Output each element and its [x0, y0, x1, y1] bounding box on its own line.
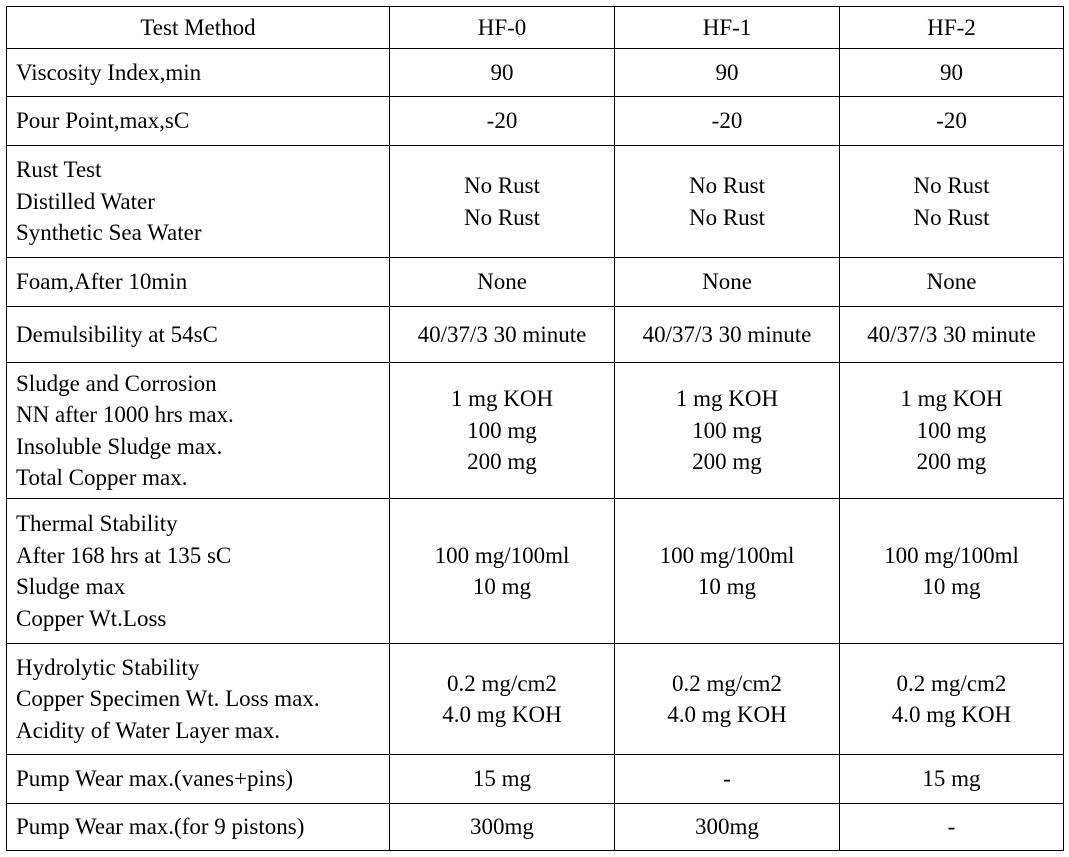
- row-label: [7, 307, 390, 363]
- cell-hf-0-line: 15 mg: [472, 766, 532, 792]
- cell-hf-0-line: 10 mg: [472, 574, 532, 599]
- cell-hf-2-line: 1 mg KOH: [900, 386, 1003, 412]
- row-label-line: Sludge max: [16, 574, 126, 599]
- cell-hf-1-line: 300mg: [695, 814, 759, 840]
- row-label-line: Total Copper max.: [16, 465, 188, 490]
- table-row: [7, 97, 1064, 146]
- cell-hf-1-line: No Rust: [688, 173, 766, 198]
- header-hf-2: HF-2: [840, 7, 1064, 49]
- cell-hf-2-line: 200 mg: [916, 449, 987, 475]
- cell-hf-1-line: -: [723, 766, 731, 792]
- table-row: [7, 644, 1064, 755]
- table-row: [7, 307, 1064, 363]
- row-label: [7, 49, 390, 97]
- cell-hf-2-line: 0.2 mg/cm2: [896, 670, 1007, 696]
- cell-hf-0: [390, 804, 615, 851]
- table-body: [7, 49, 1064, 851]
- cell-hf-0: [390, 258, 615, 307]
- row-label-line: Foam,After 10min: [16, 269, 188, 295]
- cell-hf-2: [840, 258, 1064, 307]
- cell-hf-0-line: 40/37/3 30 minute: [417, 321, 587, 347]
- row-label-line: Pump Wear max.(for 9 pistons): [16, 814, 305, 840]
- table-header-row: [7, 7, 1064, 49]
- row-label-line: Rust Test: [16, 157, 102, 183]
- cell-hf-1: [615, 363, 840, 499]
- cell-hf-0-line: 1 mg KOH: [450, 386, 554, 412]
- cell-hf-2: [840, 307, 1064, 363]
- row-label-line: Thermal Stability: [16, 511, 178, 536]
- cell-hf-2-line: 100 mg: [916, 417, 987, 443]
- cell-hf-2: [840, 49, 1064, 97]
- row-label-line: Acidity of Water Layer max.: [16, 717, 281, 743]
- table-row: [7, 49, 1064, 97]
- table-row: [7, 499, 1064, 644]
- row-label-line: Hydrolytic Stability: [16, 654, 200, 680]
- cell-hf-0-line: 100 mg: [467, 417, 537, 443]
- cell-hf-1: [615, 755, 840, 804]
- row-label-line: After 168 hrs at 135 sC: [16, 542, 232, 568]
- cell-hf-0: [390, 146, 615, 258]
- cell-hf-1: [615, 804, 840, 851]
- cell-hf-1-line: 40/37/3 30 minute: [642, 321, 812, 347]
- cell-hf-0-line: No Rust: [463, 204, 541, 230]
- cell-hf-2: [840, 755, 1064, 804]
- cell-hf-1-line: No Rust: [688, 204, 766, 230]
- row-label: [7, 146, 390, 258]
- cell-hf-1: [615, 258, 840, 307]
- cell-hf-1: [615, 97, 840, 146]
- cell-hf-2: [840, 97, 1064, 146]
- cell-hf-0: [390, 49, 615, 97]
- cell-hf-0: [390, 755, 615, 804]
- row-label-line: Demulsibility at 54sC: [16, 321, 218, 347]
- row-label: [7, 644, 390, 755]
- cell-hf-0-line: No Rust: [463, 173, 541, 198]
- cell-hf-2-line: No Rust: [913, 173, 990, 198]
- cell-hf-2-line: 100 mg/100ml: [884, 542, 1019, 568]
- row-label-line: Copper Specimen Wt. Loss max.: [16, 686, 320, 712]
- row-label-line: Pump Wear max.(vanes+pins): [16, 766, 294, 792]
- cell-hf-2-line: None: [926, 269, 977, 295]
- row-label: [7, 258, 390, 307]
- cell-hf-1-line: -20: [711, 108, 743, 134]
- row-label: [7, 804, 390, 851]
- cell-hf-0-line: 100 mg/100ml: [434, 542, 570, 568]
- row-label-line: Pour Point,max,sC: [16, 108, 190, 134]
- table-row: [7, 755, 1064, 804]
- row-label-line: Copper Wt.Loss: [16, 605, 167, 631]
- row-label: [7, 499, 390, 644]
- row-label-line: Sludge and Corrosion: [16, 370, 217, 396]
- cell-hf-2-line: 90: [940, 59, 963, 85]
- header-hf-1: HF-1: [615, 7, 840, 49]
- cell-hf-2-line: 40/37/3 30 minute: [867, 321, 1036, 347]
- cell-hf-1-line: 0.2 mg/cm2: [672, 670, 782, 696]
- cell-hf-0-line: None: [477, 269, 527, 295]
- cell-hf-2-line: -20: [936, 108, 967, 134]
- row-label-line: Synthetic Sea Water: [16, 220, 202, 246]
- row-label: [7, 755, 390, 804]
- row-label-line: Viscosity Index,min: [16, 59, 202, 85]
- cell-hf-1-line: 10 mg: [697, 574, 757, 599]
- row-label: [7, 363, 390, 499]
- table-row: [7, 804, 1064, 851]
- row-label: [7, 97, 390, 146]
- cell-hf-1: [615, 499, 840, 644]
- row-label-line: NN after 1000 hrs max.: [16, 402, 234, 427]
- cell-hf-0-line: 90: [490, 59, 514, 85]
- cell-hf-2: [840, 804, 1064, 851]
- cell-hf-2-line: 10 mg: [922, 574, 981, 599]
- header-test-method: Test Method: [7, 7, 390, 49]
- header-hf-0: HF-0: [390, 7, 615, 49]
- table-row: [7, 146, 1064, 258]
- cell-hf-2-line: 4.0 mg KOH: [891, 702, 1012, 727]
- cell-hf-0-line: 200 mg: [467, 449, 537, 475]
- cell-hf-1: [615, 307, 840, 363]
- cell-hf-1-line: 100 mg: [692, 417, 762, 443]
- cell-hf-1-line: 4.0 mg KOH: [667, 702, 787, 727]
- cell-hf-2-line: 15 mg: [922, 766, 981, 792]
- cell-hf-0-line: -20: [486, 108, 518, 134]
- cell-hf-2-line: -: [947, 814, 956, 840]
- cell-hf-1: [615, 49, 840, 97]
- cell-hf-0: [390, 499, 615, 644]
- cell-hf-2: [840, 499, 1064, 644]
- cell-hf-1: [615, 644, 840, 755]
- cell-hf-2: [840, 146, 1064, 258]
- table-row: [7, 258, 1064, 307]
- cell-hf-1: [615, 146, 840, 258]
- row-label-line: Distilled Water: [16, 188, 155, 214]
- cell-hf-1-line: 100 mg/100ml: [659, 542, 795, 568]
- cell-hf-2: [840, 644, 1064, 755]
- cell-hf-0: [390, 307, 615, 363]
- cell-hf-1-line: 90: [715, 59, 739, 85]
- cell-hf-2-line: No Rust: [913, 204, 990, 230]
- cell-hf-0-line: 0.2 mg/cm2: [447, 670, 557, 696]
- cell-hf-0-line: 4.0 mg KOH: [442, 702, 562, 727]
- cell-hf-0: [390, 363, 615, 499]
- cell-hf-1-line: 1 mg KOH: [675, 386, 779, 412]
- cell-hf-2: [840, 363, 1064, 499]
- row-label-line: Insoluble Sludge max.: [16, 433, 223, 459]
- cell-hf-1-line: 200 mg: [692, 449, 762, 475]
- cell-hf-0: [390, 644, 615, 755]
- cell-hf-1-line: None: [702, 269, 752, 295]
- table-row: [7, 363, 1064, 499]
- cell-hf-0: [390, 97, 615, 146]
- cell-hf-0-line: 300mg: [470, 814, 534, 840]
- spec-table: [6, 6, 1064, 851]
